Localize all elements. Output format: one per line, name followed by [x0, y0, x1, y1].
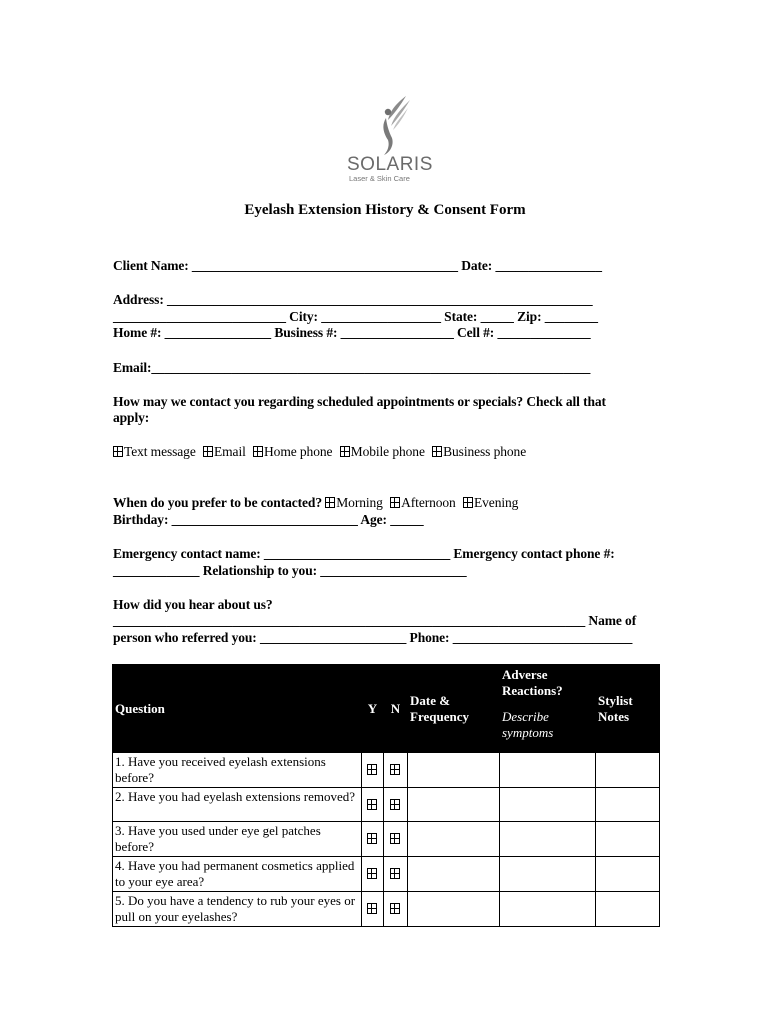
emergency-contact-line[interactable]: Emergency contact name: ____________________________ Emergency contact phone #: [113, 546, 615, 561]
checkbox-icon[interactable] [463, 497, 473, 508]
table-row [113, 753, 660, 788]
no-checkbox[interactable] [384, 822, 408, 857]
checkbox-icon[interactable] [390, 497, 400, 508]
yes-checkbox[interactable] [362, 892, 384, 927]
question-text: 3. Have you used under eye gel patches before? [113, 822, 362, 857]
checkbox-icon[interactable] [367, 868, 377, 879]
relationship-line[interactable]: _____________ Relationship to you: ______________________ [113, 563, 467, 578]
option-text-message[interactable]: Text message [113, 444, 196, 459]
logo-figure-icon [372, 94, 416, 156]
city-state-zip-line[interactable]: __________________________ City: __________________ State: _____ Zip: ________ [113, 309, 598, 324]
time-preference-line [113, 495, 518, 511]
checkbox-icon[interactable] [390, 833, 400, 844]
adverse-reactions-cell[interactable] [500, 892, 596, 927]
checkbox-icon[interactable] [340, 446, 350, 457]
stylist-notes-cell[interactable] [596, 788, 660, 822]
question-text: 4. Have you had permanent cosmetics applied to your eye area? [113, 857, 362, 892]
header-yes: Y [362, 665, 384, 753]
option-home-phone[interactable]: Home phone [253, 444, 332, 459]
checkbox-icon[interactable] [432, 446, 442, 457]
question-text: 1. Have you received eyelash extensions before? [113, 753, 362, 788]
no-checkbox[interactable] [384, 857, 408, 892]
option-email[interactable]: Email [203, 444, 246, 459]
checkbox-icon[interactable] [113, 446, 123, 457]
checkbox-icon[interactable] [367, 833, 377, 844]
yes-checkbox[interactable] [362, 788, 384, 822]
checkbox-icon[interactable] [367, 903, 377, 914]
birthday-age-line[interactable]: Birthday: ____________________________ Age: _____ [113, 512, 424, 527]
header-stylist-notes: Stylist Notes [596, 665, 660, 753]
history-table [112, 664, 660, 927]
adverse-reactions-cell[interactable] [500, 857, 596, 892]
header-no: N [384, 665, 408, 753]
checkbox-icon[interactable] [367, 799, 377, 810]
no-checkbox[interactable] [384, 892, 408, 927]
client-name-date-line[interactable]: Client Name: ________________________________________ Date: ________________ [113, 258, 602, 273]
yes-checkbox[interactable] [362, 857, 384, 892]
table-row [113, 788, 660, 822]
question-text: 2. Have you had eyelash extensions removed? [113, 788, 362, 822]
stylist-notes-cell[interactable] [596, 857, 660, 892]
checkbox-icon[interactable] [390, 903, 400, 914]
stylist-notes-cell[interactable] [596, 822, 660, 857]
referral-question: How did you hear about us? [113, 597, 273, 612]
phone-numbers-line[interactable]: Home #: ________________ Business #: _________________ Cell #: ______________ [113, 325, 591, 340]
date-frequency-cell[interactable] [408, 857, 500, 892]
adverse-reactions-cell[interactable] [500, 753, 596, 788]
checkbox-icon[interactable] [203, 446, 213, 457]
no-checkbox[interactable] [384, 753, 408, 788]
adverse-reactions-cell[interactable] [500, 788, 596, 822]
checkbox-icon[interactable] [390, 799, 400, 810]
time-preference-label: When do you prefer to be contacted? [113, 495, 322, 510]
referrer-phone-line[interactable]: person who referred you: ______________________ Phone: ___________________________ [113, 630, 633, 645]
logo-tagline: Laser & Skin Care [349, 174, 410, 183]
referral-answer-line[interactable]: _______________________________________________________________________ Name of [113, 613, 637, 628]
header-adverse-reactions: Adverse Reactions? Describe symptoms [500, 665, 596, 753]
date-frequency-cell[interactable] [408, 788, 500, 822]
date-frequency-cell[interactable] [408, 822, 500, 857]
stylist-notes-cell[interactable] [596, 892, 660, 927]
option-afternoon[interactable]: Afternoon [390, 495, 456, 510]
header-question: Question [113, 665, 362, 753]
table-row [113, 857, 660, 892]
checkbox-icon[interactable] [253, 446, 263, 457]
date-frequency-cell[interactable] [408, 892, 500, 927]
question-text: 5. Do you have a tendency to rub your eyes or pull on your eyelashes? [113, 892, 362, 927]
logo-name: SOLARIS [347, 154, 433, 175]
checkbox-icon[interactable] [390, 868, 400, 879]
option-mobile-phone[interactable]: Mobile phone [340, 444, 425, 459]
option-business-phone[interactable]: Business phone [432, 444, 526, 459]
stylist-notes-cell[interactable] [596, 753, 660, 788]
no-checkbox[interactable] [384, 788, 408, 822]
form-title: Eyelash Extension History & Consent Form [244, 202, 526, 218]
contact-question-cont: apply: [113, 410, 150, 425]
checkbox-icon[interactable] [390, 764, 400, 775]
contact-question: How may we contact you regarding scheduled appointments or specials? Check all that [113, 394, 606, 409]
option-morning[interactable]: Morning [325, 495, 383, 510]
date-frequency-cell[interactable] [408, 753, 500, 788]
contact-options [113, 444, 526, 460]
header-date-frequency: Date & Frequency [408, 665, 500, 753]
checkbox-icon[interactable] [367, 764, 377, 775]
email-line[interactable]: Email:__________________________________________________________________ [113, 360, 591, 375]
table-row [113, 892, 660, 927]
table-row [113, 822, 660, 857]
yes-checkbox[interactable] [362, 753, 384, 788]
checkbox-icon[interactable] [325, 497, 335, 508]
yes-checkbox[interactable] [362, 822, 384, 857]
address-line[interactable]: Address: ________________________________________________________________ [113, 292, 593, 307]
option-evening[interactable]: Evening [463, 495, 518, 510]
adverse-reactions-cell[interactable] [500, 822, 596, 857]
